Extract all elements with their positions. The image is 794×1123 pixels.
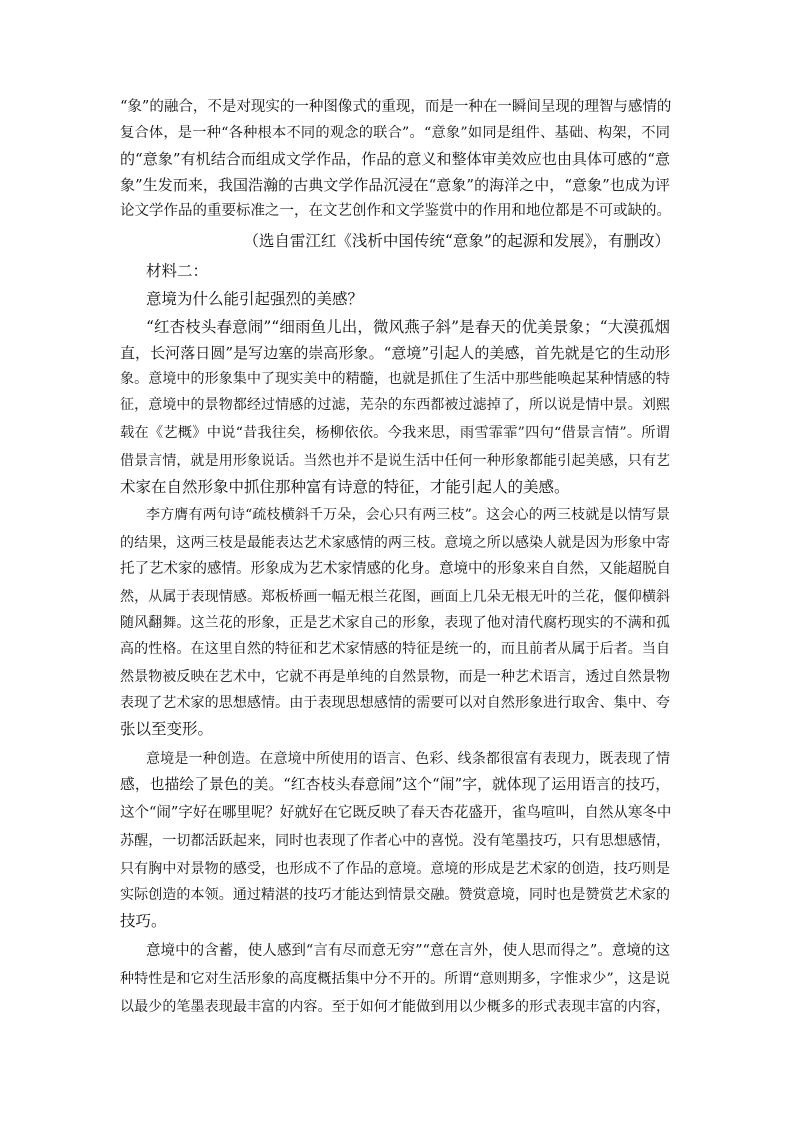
paragraph-line: 象。意境中的形象集中了现实美中的精髓，也就是抓住了生活中那些能唤起某种情感的特 [120,371,670,387]
paragraph-line: 苏醒，一切都活跃起来，同时也表现了作者心中的喜悦。没有笔墨技巧，只有思想感情， [120,833,670,849]
section-title: 意境为什么能引起强烈的美感？ [146,290,364,308]
source-citation: （选自雷江红《浅析中国传统“意象”的起源和发展》，有删改） [243,232,670,250]
paragraph-line: 张以至变形。 [120,720,214,738]
paragraph-line: 表现了艺术家的思想感情。由于表现思想感情的需要可以对自然形象进行取舍、集中、夸 [120,695,670,711]
paragraph-line: 高的性格。在这里自然的特征和艺术家情感的特征是统一的，而且前者从属于后者。当自 [120,641,670,657]
paragraph-line: 借景言情，就是用形象说话。当然也并不是说生活中任何一种形象都能引起美感，只有艺 [120,453,670,469]
paragraph-line: 复合体，是一种“各种根本不同的观念的联合”。“意象”如同是组件、基础、构架，不同 [120,125,670,141]
paragraph-line: 种特性是和它对生活形象的高度概括集中分不开的。所谓“意则期多，字惟求少”，这是说 [120,971,670,987]
paragraph-line: 李方膺有两句诗“疏枝横斜千万朵，会心只有两三枝”。这会心的两三枝就是以情写景 [146,507,670,523]
paragraph-line: 然，从属于表现情感。郑板桥画一幅无根兰花图，画面上几朵无根无叶的兰花，偃仰横斜 [120,589,670,605]
paragraph-line: 意境中的含蓄，使人感到“言有尽而意无穷”“意在言外，使人思而得之”。意境的这 [146,943,670,959]
paragraph-line: 论文学作品的重要标准之一，在文艺创作和文学鉴赏中的作用和地位都是不可或缺的。 [120,203,671,219]
paragraph-line: 直，长河落日圆”是写边塞的崇高形象。“意境”引起人的美感，首先就是它的生动形 [120,344,670,362]
paragraph-line: 意境是一种创造。在意境中所使用的语言、色彩、线条都很富有表现力，既表现了情 [146,751,670,767]
paragraph-line: 象”生发而来，我国浩瀚的古典文学作品沉浸在“意象”的海洋之中，“意象”也成为评 [120,176,670,194]
paragraph-line: 这个“闹”字好在哪里呢？好就好在它既反映了春天杏花盛开，雀鸟喧叫，自然从寒冬中 [120,805,672,821]
paragraph-line: 然景物被反映在艺术中，它就不再是单纯的自然景物，而是一种艺术语言，透过自然景物 [120,669,670,685]
section-heading: 材料二： [146,262,209,280]
paragraph-line: 感，也描绘了景色的美。“红杏枝头春意闹”这个“闹”字，就体现了运用语言的技巧， [120,776,670,793]
paragraph-line: 技巧。 [120,912,167,930]
paragraph-line: 以最少的笔墨表现最丰富的内容。至于如何才能做到用以少概多的形式表现丰富的内容， [120,999,670,1015]
paragraph-line: 的“意象”有机结合而组成文学作品，作品的意义和整体审美效应也由具体可感的“意 [120,150,670,168]
paragraph-line: “红杏枝头春意闹”“细雨鱼儿出，微风燕子斜”是春天的优美景象；“大漠孤烟 [146,318,670,336]
paragraph-line: 征，意境中的景物都经过情感的过滤，芜杂的东西都被过滤掉了，所以说是情中景。刘熙 [120,397,670,413]
paragraph-line: 托了艺术家的感情。形象成为艺术家情感的化身。意境中的形象来自自然，又能超脱自 [120,561,671,577]
paragraph-line: “象”的融合，不是对现实的一种图像式的重现，而是一种在一瞬间呈现的理智与感情的 [120,99,672,115]
paragraph-line: 随风翻舞。这兰花的形象，正是艺术家自己的形象，表现了他对清代腐朽现实的不满和孤 [120,615,670,631]
paragraph-line: 的结果，这两三枝是最能表达艺术家感情的两三枝。意境之所以感染人就是因为形象中寄 [120,535,670,551]
paragraph-line: 载在《艺概》中说“昔我往矣，杨柳依依。今我来思，雨雪霏霏”四句“借景言情”。所谓 [120,425,670,441]
paragraph-line: 术家在自然形象中抓住那种富有诗意的特征，才能引起人的美感。 [120,478,570,496]
paragraph-line: 实际创造的本领。通过精湛的技巧才能达到情景交融。赞赏意境，同时也是赞赏艺术家的 [120,887,670,903]
paragraph-line: 只有胸中对景物的感受，也形成不了作品的意境。意境的形成是艺术家的创造，技巧则是 [120,861,670,877]
